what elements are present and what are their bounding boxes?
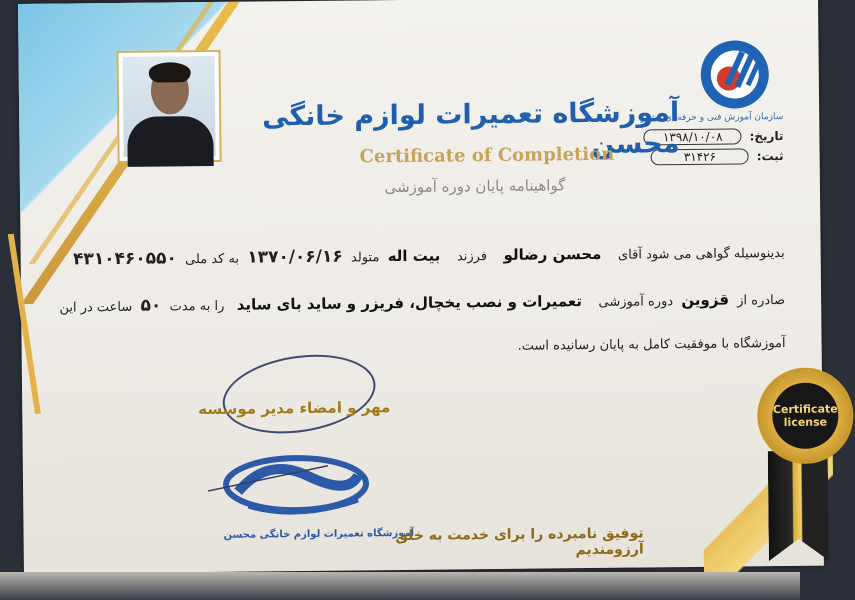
born-label: متولد bbox=[350, 250, 380, 266]
signature-mark bbox=[217, 345, 381, 443]
registration-value: ۳۱۴۲۶ bbox=[651, 148, 749, 165]
certificate-line-3: آموزشگاه با موفقیت کامل به پایان رسانیده است. bbox=[517, 335, 786, 354]
certificate-line-2 bbox=[59, 289, 785, 317]
date-label: تاریخ: bbox=[749, 128, 784, 144]
certificate-line-1 bbox=[73, 242, 785, 269]
national-id: ۴۳۱۰۴۶۰۵۵۰ bbox=[72, 248, 177, 270]
certificate-title-en: Certificate of Completion bbox=[359, 143, 615, 168]
duration-label: را به مدت bbox=[169, 298, 225, 315]
registration-label: ثبت: bbox=[756, 148, 784, 164]
footer-wish: توفیق نامبرده را برای خدمت به خلق آرزومندیم bbox=[395, 525, 644, 559]
certificate-title-fa: گواهینامه پایان دوره آموزشی bbox=[384, 176, 566, 197]
national-id-label: به کد ملی bbox=[184, 251, 240, 268]
certificate-seal-icon bbox=[757, 367, 854, 464]
organization-logo-icon bbox=[698, 38, 771, 111]
seal-line-2: license bbox=[783, 415, 828, 430]
hours: ۵۰ bbox=[140, 295, 162, 316]
date-value: ۱۳۹۸/۱۰/۰۸ bbox=[644, 128, 742, 145]
father-name: بیت اله bbox=[387, 246, 441, 266]
course-name: تعمیرات و نصب یخچال، فریزر و ساید بای ساید bbox=[236, 292, 583, 314]
background-edge bbox=[0, 572, 800, 600]
stamp-caption: مهر و امضاء مدیر موسسه bbox=[198, 398, 391, 419]
hours-suffix: ساعت در این bbox=[59, 299, 133, 316]
organization-caption: سازمان آموزش فنی و حرفه ای کشور bbox=[640, 111, 784, 124]
child-of-label: فرزند bbox=[456, 249, 488, 265]
institute-title: آموزشگاه تعمیرات لوازم خانگی محسن bbox=[261, 97, 680, 161]
stamp-text: آموزشگاه تعمیرات لوازم خانگی محسن bbox=[223, 527, 415, 541]
certificate-paper bbox=[18, 0, 838, 574]
city: قزوین bbox=[681, 290, 730, 310]
issued-from-label: صادره از bbox=[737, 292, 786, 309]
line1-prefix: بدینوسیله گواهی می شود آقای bbox=[617, 245, 785, 263]
seal-line-1: Certificate bbox=[772, 402, 838, 417]
birth-date: ۱۳۷۰/۰۶/۱۶ bbox=[247, 246, 343, 268]
holder-photo bbox=[116, 50, 221, 163]
person-name: محسن رضالو bbox=[503, 244, 602, 264]
course-label: دوره آموزشی bbox=[598, 294, 674, 310]
institute-stamp-icon bbox=[208, 445, 374, 532]
